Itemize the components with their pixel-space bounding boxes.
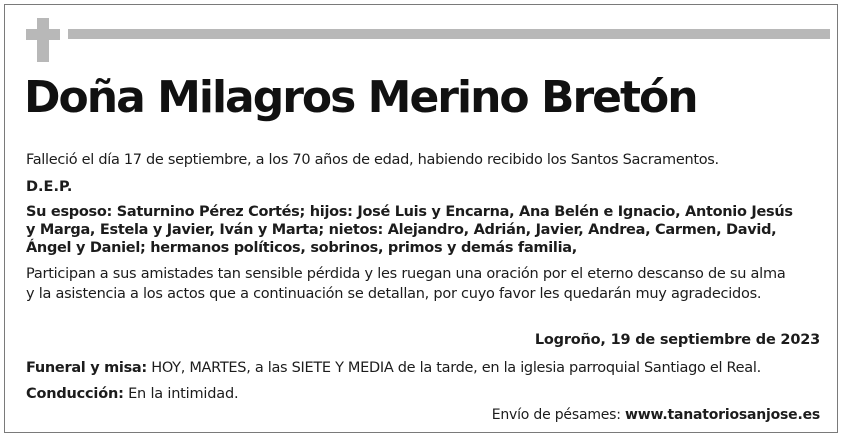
footer-label: Envío de pésames: xyxy=(491,407,626,423)
conduccion-info xyxy=(26,384,238,404)
funeral-label: Funeral y misa: xyxy=(26,360,147,376)
thanks-line: Participan a sus amistades tan sensible pérdida y les ruegan una oración por el eterno descanso de su alma xyxy=(26,266,786,282)
condolences-footer xyxy=(492,407,820,423)
date-place: Logroño, 19 de septiembre de 2023 xyxy=(534,332,820,348)
conduccion-text: En la intimidad. xyxy=(123,386,239,402)
thanks-paragraph xyxy=(26,264,826,304)
thanks-line: y la asistencia a los actos que a continuación se detallan, por cuyo favor les quedarán muy agradecidos. xyxy=(26,286,762,302)
family-line: y Marga, Estela y Javier, Iván y Marta; nietos: Alejandro, Adrián, Javier, Andrea, Carmen, David, xyxy=(26,222,777,238)
funeral-text: HOY, MARTES, a las SIETE Y MEDIA de la tarde, en la iglesia parroquial Santiago el Real. xyxy=(146,360,761,376)
dep-label: D.E.P. xyxy=(26,179,73,195)
condolences-link[interactable]: www.tanatoriosanjose.es xyxy=(625,407,820,423)
family-line: Su esposo: Saturnino Pérez Cortés; hijos: José Luis y Encarna, Ana Belén e Ignacio, Antonio Jesús xyxy=(26,204,793,220)
cross-icon xyxy=(26,18,60,62)
family-line: Ángel y Daniel; hermanos políticos, sobrinos, primos y demás familia, xyxy=(26,240,577,256)
family-list xyxy=(26,203,826,257)
header-rule xyxy=(68,29,830,39)
funeral-info xyxy=(26,358,761,378)
deceased-name: Doña Milagros Merino Bretón xyxy=(24,72,697,123)
conduccion-label: Conducción: xyxy=(26,386,124,402)
death-notice-line: Falleció el día 17 de septiembre, a los 70 años de edad, habiendo recibido los Santos Sacramentos. xyxy=(26,152,719,168)
